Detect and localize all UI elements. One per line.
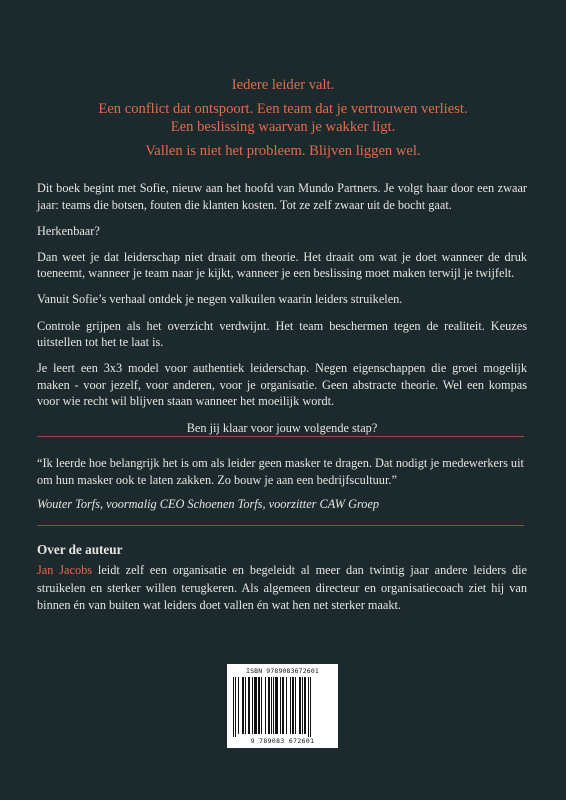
- barcode-stripe: [282, 677, 284, 734]
- barcode-stripe: [275, 677, 278, 734]
- author-heading: Over de auteur: [37, 542, 123, 557]
- barcode-stripe: [233, 677, 234, 737]
- barcode-stripe: [295, 677, 296, 734]
- blurb-paragraph-4: Vanuit Sofie’s verhaal ontdek je negen valkuilen waarin leiders struikelen.: [37, 292, 403, 307]
- testimonial: [37, 455, 527, 513]
- blurb-paragraph-1: Dit boek begint met Sofie, nieuw aan het hoofd van Mundo Partners. Je volgt haar door een zwaar jaar: teams die botsen, fouten die klanten kosten. Tot ze zelf zwaar uit de bocht gaat.: [37, 181, 527, 212]
- barcode-stripe: [310, 677, 311, 737]
- barcode-stripe: [290, 677, 291, 734]
- testimonial-quote: “Ik leerde hoe belangrijk het is om als leider geen masker te dragen. Dat nodigt je medewerkers uit om hun masker ook te laten zakken. Zo bouw je aan een bedrijfscultuur.”: [37, 456, 524, 487]
- barcode-stripe: [273, 677, 274, 734]
- barcode-stripe: [261, 677, 262, 734]
- barcode-stripe: [238, 677, 239, 734]
- barcode-stripe: [292, 677, 294, 734]
- barcode-stripe: [302, 677, 303, 734]
- barcode-stripe: [252, 677, 253, 734]
- barcode-stripe: [265, 677, 266, 734]
- isbn-digits: 9 789083 672601: [250, 737, 315, 745]
- isbn-label: ISBN 9789083672601: [246, 667, 319, 675]
- barcode-stripe: [286, 677, 287, 734]
- barcode-stripe: [242, 677, 244, 734]
- hook-text: [0, 76, 566, 160]
- author-bio-text: leidt zelf een organisatie en begeleidt al meer dan twintig jaar andere leiders die struikelen en sterker willen terugkeren. Als algemeen directeur en organisatiecoach ziet hij van binnen én van buiten wat leiders doet vallen én wat hen net sterker maakt.: [37, 563, 527, 613]
- barcode-stripe: [308, 677, 309, 737]
- barcode-stripe: [245, 677, 246, 734]
- blurb-closing-question: Ben jij klaar voor jouw volgende stap?: [186, 420, 378, 435]
- divider-bottom: [37, 525, 524, 526]
- blurb-paragraph-6: Je leert een 3x3 model voor authentiek leiderschap. Negen eigenschappen die groei mogelijk maken - voor jezelf, voor anderen, voor je organisatie. Geen abstracte theorie. Wel een kompas voor wie recht wil blijven staan wanneer het moeilijk wordt.: [37, 361, 527, 409]
- barcode-stripe: [280, 677, 281, 734]
- hook-line-3: Een beslissing waarvan je wakker ligt.: [170, 119, 396, 135]
- barcode-stripe: [235, 677, 236, 737]
- blurb-paragraph-2: Herkenbaar?: [37, 223, 100, 238]
- author-name: Jan Jacobs: [37, 563, 93, 577]
- hook-line-2: Een conflict dat ontspoort. Een team dat je vertrouwen verliest.: [98, 101, 468, 117]
- barcode-stripe: [248, 677, 250, 734]
- barcode-stripe: [271, 677, 272, 734]
- blurb-paragraph-3: Dan weet je dat leiderschap niet draait om theorie. Het draait om wat je doet wanneer de druk toeneemt, wanneer je team naar je kijkt, wanneer je een beslissing moet maken terwijl je twijfelt.: [37, 249, 527, 281]
- divider-top: [37, 436, 524, 437]
- barcode-stripe: [299, 677, 301, 734]
- testimonial-attribution: Wouter Torfs, voormalig CEO Schoenen Torfs, voorzitter CAW Groep: [37, 497, 380, 512]
- hook-line-4: Vallen is niet het probleem. Blijven liggen wel.: [145, 143, 421, 159]
- hook-line-1: Iedere leider valt.: [231, 77, 335, 93]
- blurb: [37, 180, 527, 446]
- author-bio: [37, 562, 527, 615]
- barcode-stripe: [268, 677, 270, 734]
- barcode-stripe: [304, 677, 306, 734]
- isbn-barcode: [227, 664, 338, 748]
- blurb-paragraph-5: Controle grijpen als het overzicht verdwijnt. Het team beschermen tegen de realiteit. Keuzes uitstellen tot het te laat is.: [37, 318, 527, 350]
- barcode-stripe: [254, 677, 257, 734]
- barcode-stripe: [258, 677, 260, 734]
- barcode-icon: [233, 677, 332, 737]
